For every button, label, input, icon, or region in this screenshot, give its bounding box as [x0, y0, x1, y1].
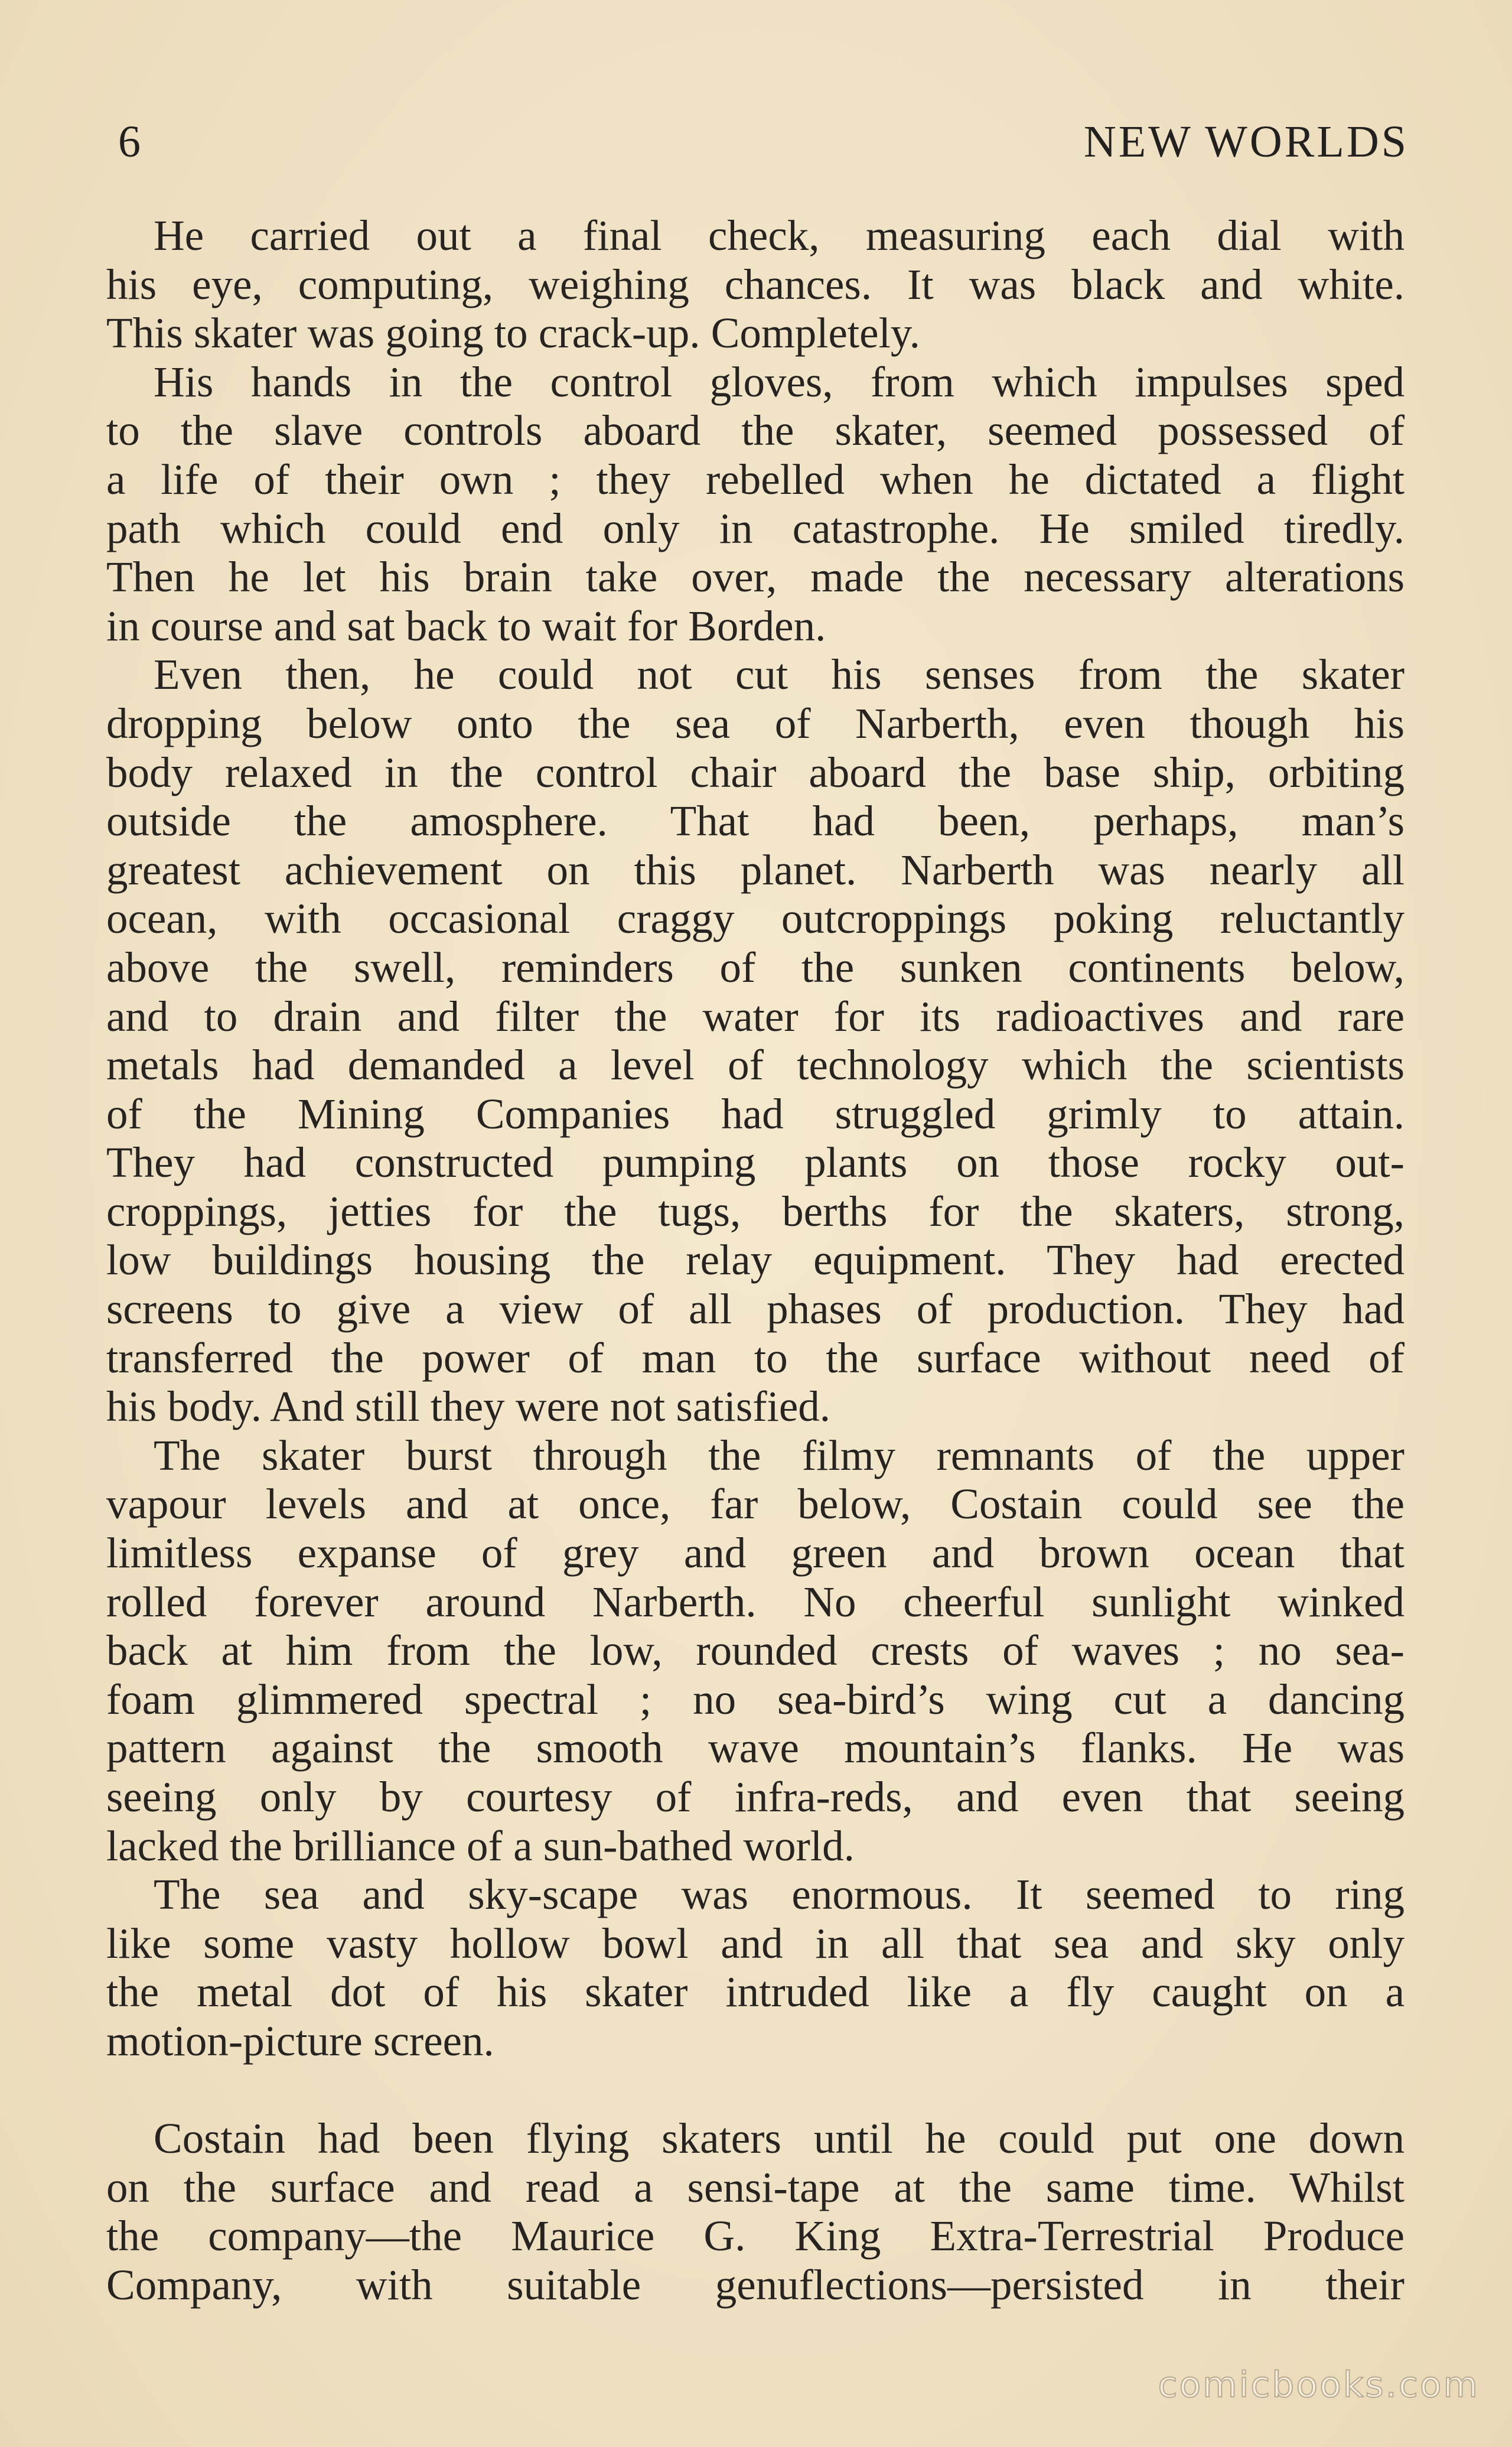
running-head: NEW WORLDS — [1083, 117, 1409, 167]
text-line: They had constructed pumping plants on those rocky out- — [106, 1138, 1405, 1187]
text-line: path which could end only in catastrophe. He smiled tiredly. — [106, 504, 1405, 552]
text-line: above the swell, reminders of the sunken continents below, — [106, 943, 1405, 991]
text-line: screens to give a view of all phases of production. They had — [106, 1285, 1405, 1333]
text-line: His hands in the control gloves, from which impulses sped — [154, 357, 1405, 406]
text-line: and to drain and filter the water for its radioactives and rare — [106, 992, 1405, 1040]
body-text — [106, 211, 1405, 2310]
page-header — [118, 112, 1409, 177]
paragraph — [106, 1870, 1405, 2065]
text-line: The skater burst through the filmy remnants of the upper — [154, 1431, 1405, 1479]
text-line: metals had demanded a level of technology which the scientists — [106, 1041, 1405, 1089]
paragraph — [106, 358, 1405, 651]
text-line: in course and sat back to wait for Borden. — [106, 601, 826, 650]
watermark: comicbooks.com — [1158, 2364, 1480, 2406]
text-line: motion-picture screen. — [106, 2016, 494, 2065]
text-line: pattern against the smooth wave mountain’s flanks. He was — [106, 1724, 1405, 1772]
text-line: Company, with suitable genuflections—persisted in their — [106, 2260, 1405, 2309]
text-line: He carried out a final check, measuring each dial with — [154, 211, 1405, 259]
paragraph — [106, 1431, 1405, 1870]
page-number: 6 — [118, 117, 141, 167]
text-line: Costain had been flying skaters until he could put one down — [154, 2114, 1405, 2163]
text-line: a life of their own ; they rebelled when he dictated a flight — [106, 455, 1405, 503]
text-line: foam glimmered spectral ; no sea-bird’s wing cut a dancing — [106, 1675, 1405, 1723]
text-line: low buildings housing the relay equipment. They had erected — [106, 1236, 1405, 1284]
text-line: of the Mining Companies had struggled grimly to attain. — [106, 1089, 1405, 1138]
text-line: dropping below onto the sea of Narberth, even though his — [106, 699, 1405, 747]
text-line: on the surface and read a sensi-tape at the same time. Whilst — [106, 2163, 1405, 2211]
text-line: Then he let his brain take over, made the necessary alterations — [106, 553, 1405, 601]
text-line: lacked the brilliance of a sun-bathed world. — [106, 1821, 855, 1870]
section-break — [106, 2066, 1405, 2115]
text-line: greatest achievement on this planet. Narberth was nearly all — [106, 845, 1405, 894]
paragraph — [106, 650, 1405, 1431]
text-line: outside the amosphere. That had been, perhaps, man’s — [106, 797, 1405, 845]
text-line: This skater was going to crack-up. Completely. — [106, 309, 920, 357]
text-line: the company—the Maurice G. King Extra-Terrestrial Produce — [106, 2212, 1405, 2260]
text-line: Even then, he could not cut his senses from the skater — [154, 650, 1405, 699]
text-line: rolled forever around Narberth. No cheerful sunlight winked — [106, 1577, 1405, 1626]
text-line: his body. And still they were not satisfied. — [106, 1382, 830, 1431]
text-line: croppings, jetties for the tugs, berths for the skaters, strong, — [106, 1187, 1405, 1235]
text-line: the metal dot of his skater intruded like a fly caught on a — [106, 1968, 1405, 2016]
text-line: like some vasty hollow bowl and in all that sea and sky only — [106, 1919, 1405, 1967]
text-line: back at him from the low, rounded crests of waves ; no sea- — [106, 1626, 1405, 1675]
text-line: The sea and sky-scape was enormous. It seemed to ring — [154, 1870, 1405, 1919]
text-line: his eye, computing, weighing chances. It was black and white. — [106, 260, 1405, 308]
text-line: seeing only by courtesy of infra-reds, and even that seeing — [106, 1773, 1405, 1821]
text-line: limitless expanse of grey and green and brown ocean that — [106, 1529, 1405, 1577]
paragraph — [106, 211, 1405, 358]
text-line: body relaxed in the control chair aboard the base ship, orbiting — [106, 748, 1405, 796]
text-line: transferred the power of man to the surface without need of — [106, 1333, 1405, 1382]
text-line: ocean, with occasional craggy outcroppings poking reluctantly — [106, 894, 1405, 943]
paragraph — [106, 2114, 1405, 2309]
text-line: vapour levels and at once, far below, Costain could see the — [106, 1480, 1405, 1528]
text-line: to the slave controls aboard the skater, seemed possessed of — [106, 406, 1405, 455]
